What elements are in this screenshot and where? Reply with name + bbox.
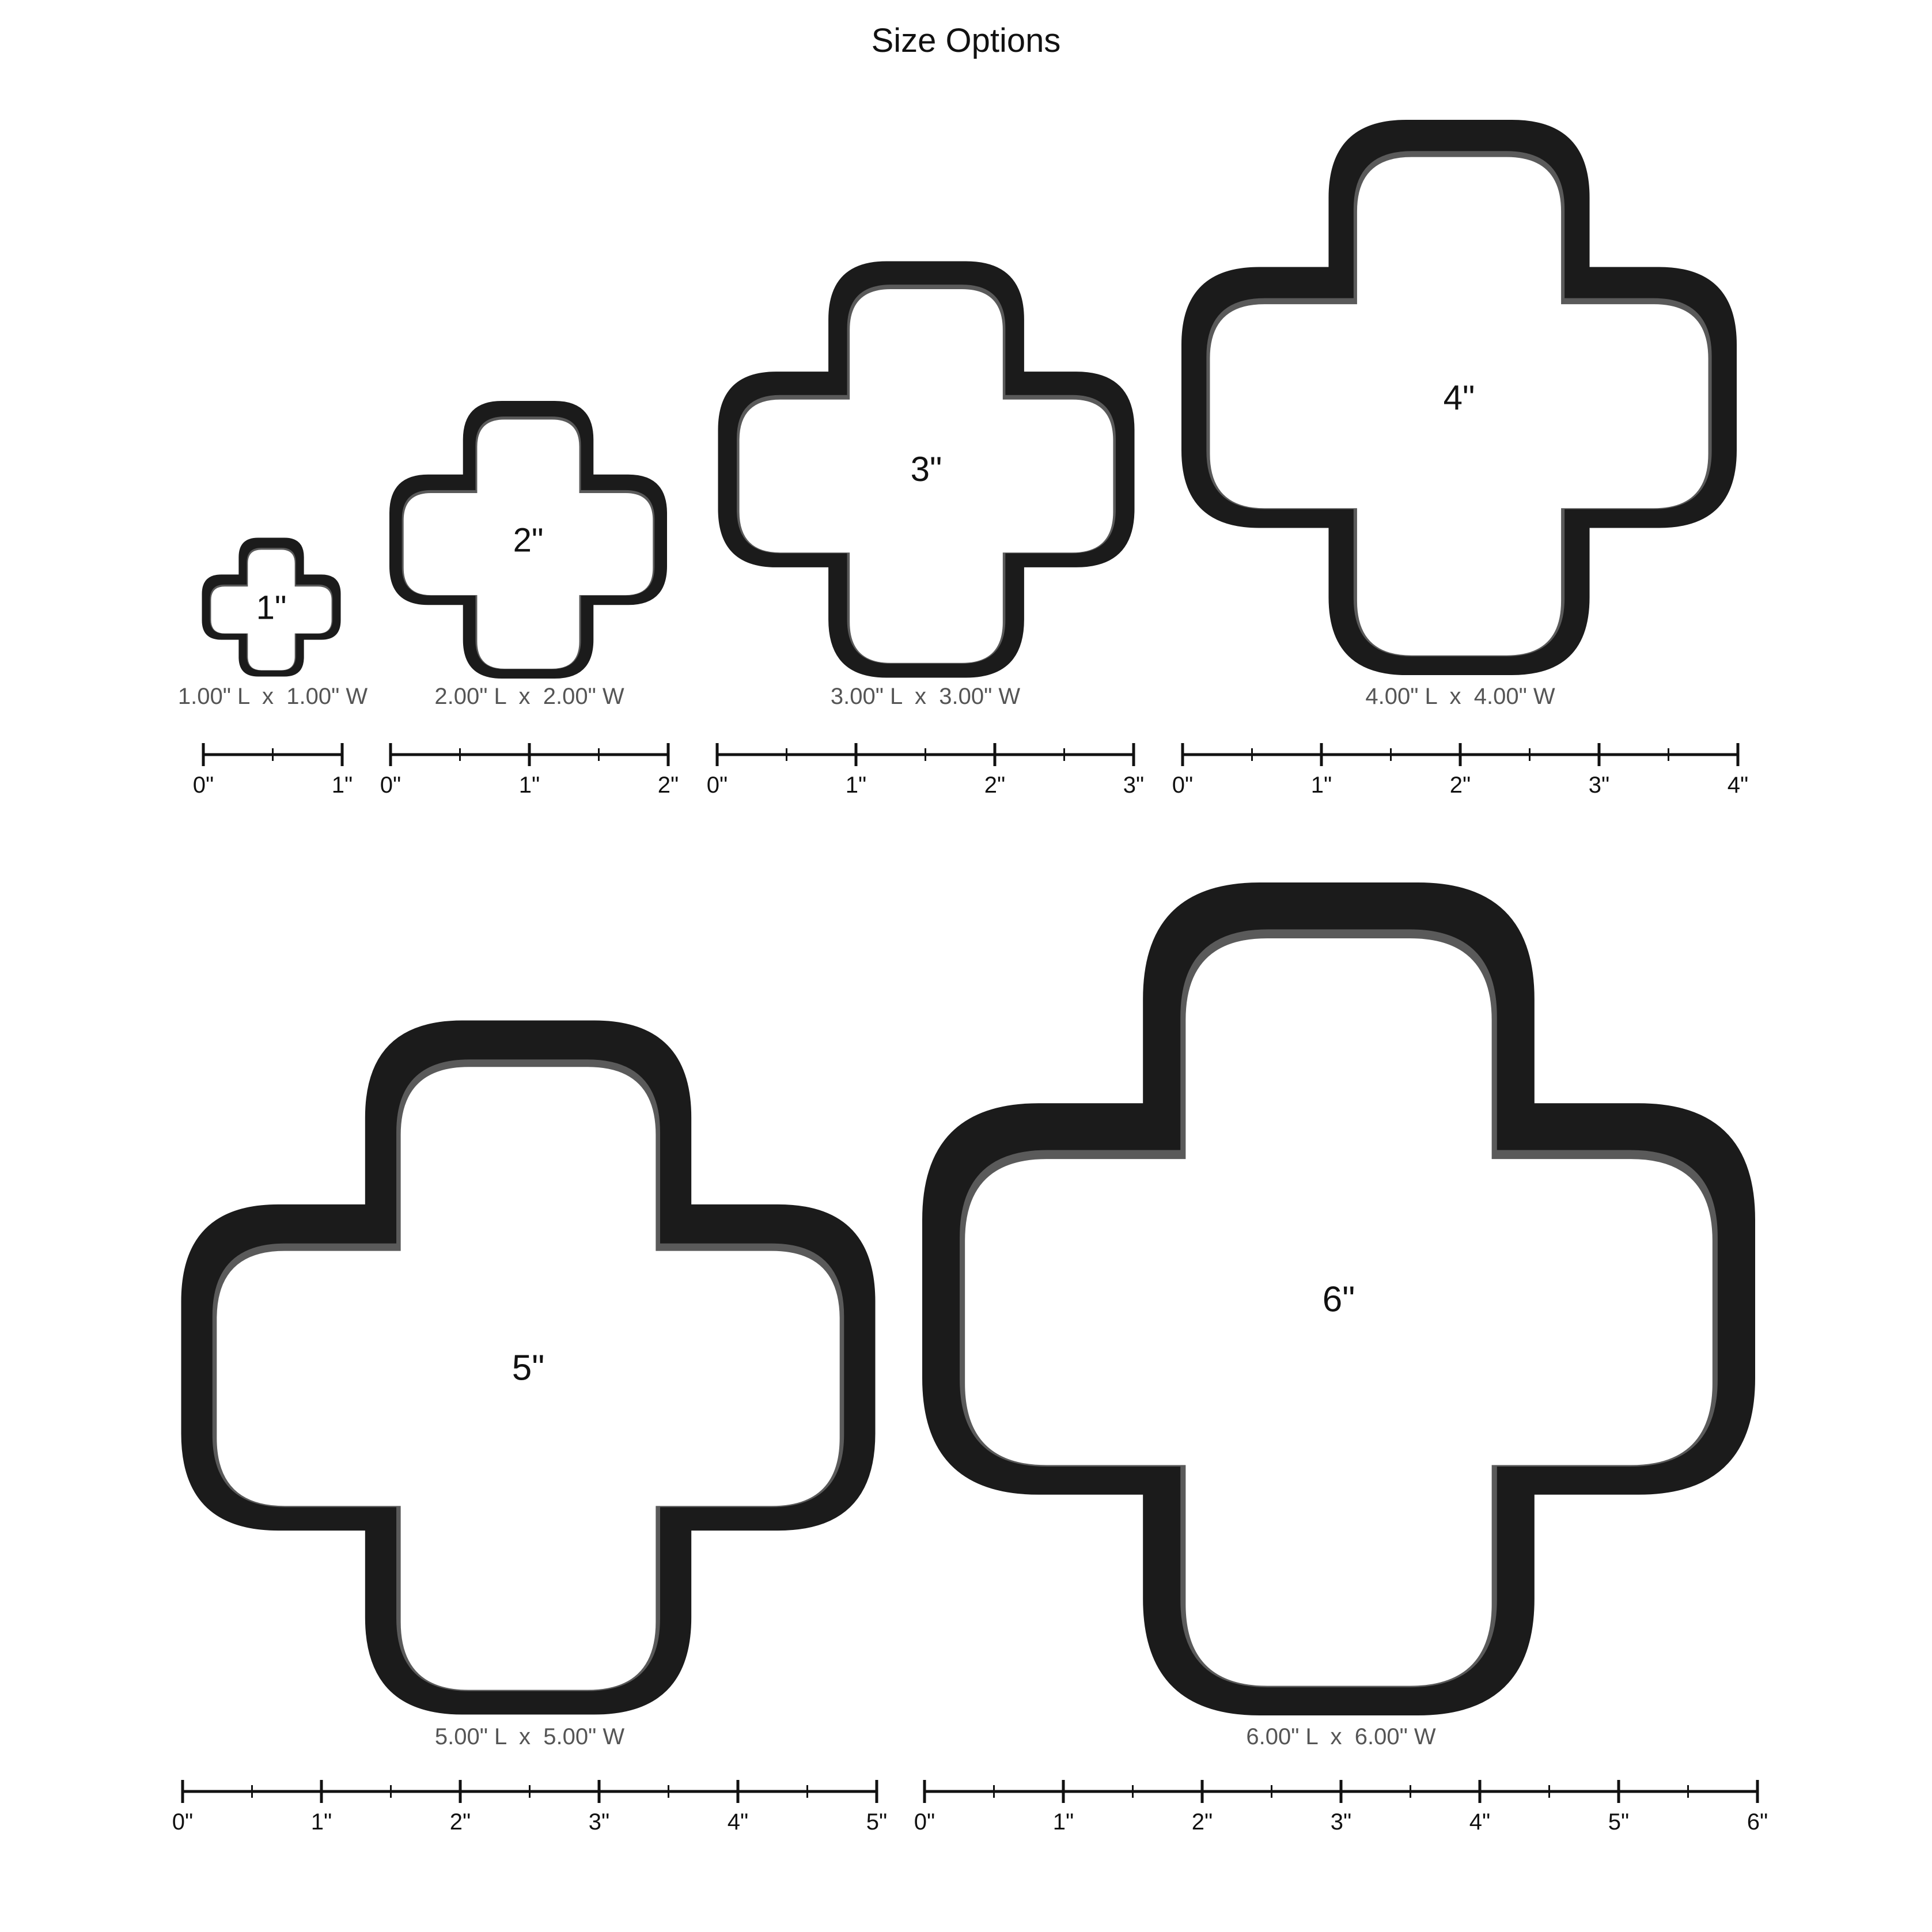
size-option-4 (1172, 120, 1748, 798)
ruler-tick-label: 4" (1727, 772, 1749, 798)
size-label-5: 5" (512, 1348, 545, 1388)
ruler-tick-label: 0" (914, 1809, 935, 1835)
ruler-tick-label: 0" (192, 772, 214, 798)
dimension-label-4: 4.00" L x 4.00" W (1365, 684, 1555, 709)
size-label-4: 4" (1443, 378, 1475, 417)
dimension-label-3: 3.00" L x 3.00" W (830, 684, 1021, 709)
ruler-tick-label: 1" (518, 772, 540, 798)
ruler-tick-label: 0" (172, 1809, 194, 1835)
ruler-2 (380, 743, 679, 798)
ruler-6 (914, 1780, 1768, 1835)
ruler-tick-label: 2" (449, 1809, 471, 1835)
ruler-5 (172, 1780, 887, 1835)
ruler-tick-label: 0" (1172, 772, 1194, 798)
ruler-tick-label: 1" (310, 1809, 332, 1835)
ruler-tick-label: 2" (657, 772, 679, 798)
ruler-tick-label: 5" (1608, 1809, 1630, 1835)
ruler-tick-label: 3" (1588, 772, 1610, 798)
ruler-tick-label: 3" (588, 1809, 610, 1835)
size-option-5 (172, 1021, 887, 1835)
ruler-tick-label: 4" (727, 1809, 749, 1835)
ruler-tick-label: 0" (380, 772, 401, 798)
ruler-tick-label: 3" (1123, 772, 1145, 798)
size-option-3 (707, 262, 1144, 798)
ruler-tick-label: 0" (706, 772, 728, 798)
page-title: Size Options (871, 22, 1061, 59)
size-label-6: 6" (1322, 1279, 1355, 1320)
ruler-tick-label: 3" (1330, 1809, 1352, 1835)
ruler-tick-label: 2" (1449, 772, 1471, 798)
dimension-label-5: 5.00" L x 5.00" W (434, 1724, 625, 1749)
ruler-tick-label: 6" (1747, 1809, 1768, 1835)
dimension-label-2: 2.00" L x 2.00" W (434, 684, 624, 709)
ruler-tick-label: 2" (1191, 1809, 1213, 1835)
ruler-tick-label: 1" (331, 772, 353, 798)
size-option-2 (380, 401, 679, 798)
ruler-tick-label: 2" (984, 772, 1006, 798)
size-option-1 (178, 538, 368, 798)
size-label-1: 1" (256, 589, 287, 627)
ruler-tick-label: 5" (866, 1809, 888, 1835)
size-option-6 (914, 882, 1768, 1835)
size-label-3: 3" (910, 450, 942, 488)
ruler-tick-label: 1" (845, 772, 867, 798)
dimension-label-6: 6.00" L x 6.00" W (1246, 1724, 1436, 1749)
ruler-tick-label: 4" (1469, 1809, 1491, 1835)
ruler-3 (707, 743, 1144, 798)
ruler-tick-label: 1" (1052, 1809, 1074, 1835)
ruler-1 (193, 743, 353, 798)
dimension-label-1: 1.00" L x 1.00" W (177, 684, 368, 709)
ruler-tick-label: 1" (1310, 772, 1332, 798)
size-label-2: 2" (513, 521, 544, 559)
ruler-4 (1172, 743, 1748, 798)
